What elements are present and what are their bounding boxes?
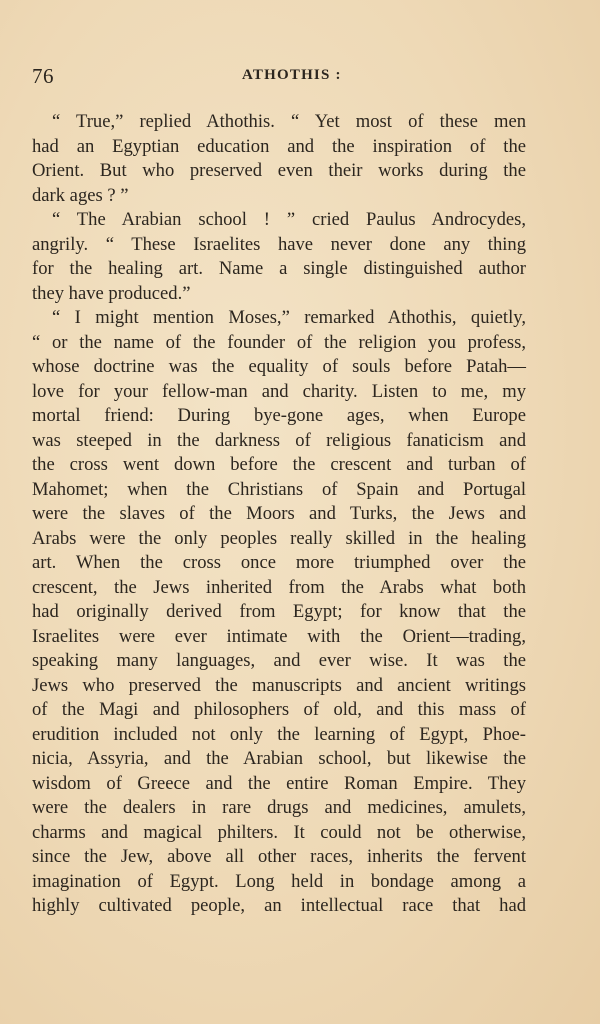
text-line: had originally derived from Egypt; for know that the: [32, 601, 526, 622]
text-line: Orient. But who preserved even their works during the: [32, 160, 526, 181]
text-line: dark ages ? ”: [32, 184, 129, 206]
text-line: they have produced.”: [32, 282, 191, 304]
text-line: Mahomet; when the Christians of Spain and Portugal: [32, 478, 526, 500]
page-header: [32, 64, 526, 92]
text-line: Arabs were the only peoples really skilled in the healing: [32, 527, 526, 549]
text-line: for the healing art. Name a single distinguished author: [32, 258, 526, 279]
text-line: mortal friend: During bye-gone ages, when Europe: [32, 405, 526, 426]
text-line: “ The Arabian school ! ” cried Paulus Androcydes,: [52, 209, 526, 230]
text-line: “ True,” replied Athothis. “ Yet most of these men: [52, 111, 526, 132]
text-line: angrily. “ These Israelites have never done any thing: [32, 233, 526, 255]
running-head: ATHOTHIS :: [242, 67, 342, 83]
text-line: Jews who preserved the manuscripts and ancient writings: [32, 674, 526, 696]
text-line: imagination of Egypt. Long held in bondage among a: [32, 870, 526, 892]
page-number: 76: [32, 64, 54, 88]
text-line: wisdom of Greece and the entire Roman Empire. They: [32, 772, 526, 794]
text-line: love for your fellow-man and charity. Listen to me, my: [32, 380, 526, 402]
text-line: art. When the cross once more triumphed over the: [32, 552, 526, 573]
text-line: were the dealers in rare drugs and medicines, amulets,: [32, 797, 526, 818]
text-line: crescent, the Jews inherited from the Arabs what both: [32, 576, 526, 598]
body-text: [32, 110, 526, 919]
text-line: charms and magical philters. It could not be otherwise,: [32, 821, 526, 843]
text-line: since the Jew, above all other races, inherits the fervent: [32, 846, 526, 867]
text-line: of the Magi and philosophers of old, and this mass of: [32, 699, 526, 720]
text-line: nicia, Assyria, and the Arabian school, but likewise the: [32, 748, 526, 769]
text-line: Israelites were ever intimate with the Orient—trading,: [32, 625, 526, 647]
text-line: “ I might mention Moses,” remarked Athothis, quietly,: [52, 307, 526, 328]
book-page: [32, 64, 526, 916]
text-line: whose doctrine was the equality of souls before Patah—: [32, 356, 526, 377]
text-line: was steeped in the darkness of religious fanaticism and: [32, 429, 526, 451]
text-line: erudition included not only the learning of Egypt, Phoe-: [32, 723, 526, 745]
text-line: the cross went down before the crescent and turban of: [32, 454, 526, 475]
text-line: “ or the name of the founder of the religion you profess,: [32, 331, 526, 353]
text-line: had an Egyptian education and the inspiration of the: [32, 135, 526, 157]
text-line: speaking many languages, and ever wise. It was the: [32, 650, 526, 671]
text-line: highly cultivated people, an intellectual race that had: [32, 895, 526, 916]
text-line: were the slaves of the Moors and Turks, the Jews and: [32, 503, 526, 524]
